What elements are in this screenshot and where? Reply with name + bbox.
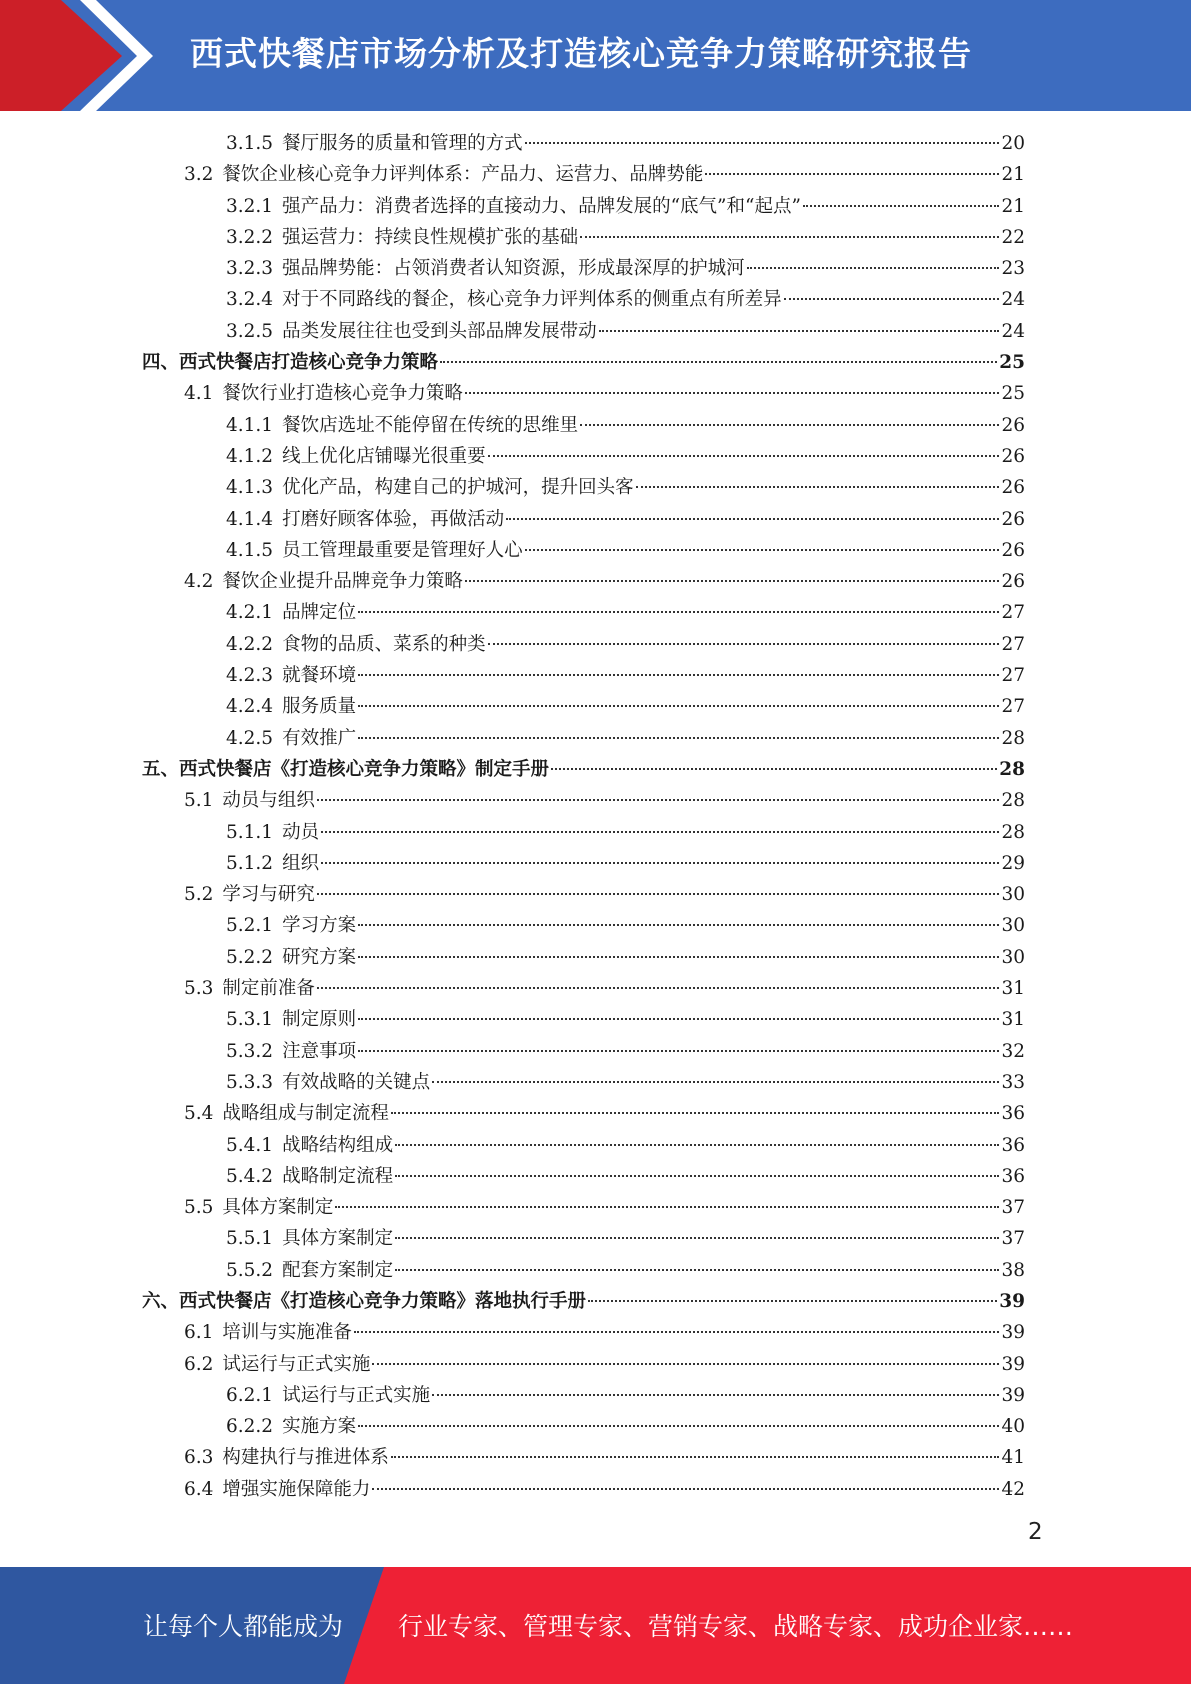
- toc-dot-leader: [525, 549, 1000, 551]
- toc-entry-title: 西式快餐店《打造核心竞争力策略》落地执行手册: [179, 1290, 587, 1312]
- toc-entry-number: 5.3.1: [226, 1009, 274, 1031]
- toc-entry-number: 5.2.2: [226, 946, 274, 968]
- footer-slogan-right: 行业专家、管理专家、营销专家、战略专家、成功企业家……: [398, 1612, 1074, 1641]
- toc-entry[interactable]: [142, 629, 1025, 660]
- toc-entry[interactable]: [142, 159, 1025, 190]
- toc-entry-number: 4.1.3: [226, 477, 274, 499]
- toc-entry-number: 6.3: [184, 1447, 214, 1469]
- toc-entry[interactable]: [142, 284, 1025, 315]
- toc-entry-title: 战略结构组成: [282, 1134, 394, 1156]
- header-band: [0, 0, 1191, 111]
- toc-entry-title: 餐饮企业核心竞争力评判体系：产品力、运营力、品牌势能: [222, 164, 704, 186]
- toc-entry-title: 就餐环境: [282, 665, 357, 687]
- toc-entry-title: 具体方案制定: [282, 1228, 394, 1250]
- toc-entry-page: 41: [1001, 1447, 1025, 1469]
- toc-dot-leader: [705, 173, 999, 175]
- toc-entry[interactable]: [142, 316, 1025, 347]
- toc-entry-title: 动员: [282, 821, 320, 843]
- toc-dot-leader: [372, 1488, 999, 1490]
- toc-entry-number: 4.2: [184, 571, 214, 593]
- toc-entry-number: 5.1.1: [226, 821, 274, 843]
- toc-entry[interactable]: [142, 410, 1025, 441]
- toc-dot-leader: [440, 361, 997, 363]
- toc-entry-page: 24: [1001, 289, 1025, 311]
- toc-entry-page: 27: [1001, 602, 1025, 624]
- toc-entry-title: 学习与研究: [222, 884, 315, 906]
- toc-entry[interactable]: [142, 1192, 1025, 1223]
- toc-dot-leader: [358, 1050, 999, 1052]
- toc-entry-number: 5.1: [184, 790, 214, 812]
- toc-entry-number: 4.1: [184, 383, 214, 405]
- toc-entry-number: 4.2.3: [226, 665, 274, 687]
- toc-entry-title: 组织: [282, 852, 320, 874]
- toc-entry-title: 制定原则: [282, 1009, 357, 1031]
- toc-entry-number: 4.2.4: [226, 696, 274, 718]
- toc-dot-leader: [358, 611, 999, 613]
- toc-dot-leader: [395, 1269, 999, 1271]
- toc-dot-leader: [551, 768, 997, 770]
- toc-dot-leader: [488, 643, 1000, 645]
- toc-dot-leader: [358, 956, 999, 958]
- table-of-contents: [142, 128, 1025, 1505]
- toc-entry-number: 5.2.1: [226, 915, 274, 937]
- toc-entry-page: 40: [1001, 1416, 1025, 1438]
- toc-entry-number: 4.1.4: [226, 508, 274, 530]
- toc-entry[interactable]: [142, 879, 1025, 910]
- toc-entry-page: 21: [1001, 164, 1025, 186]
- toc-entry[interactable]: [142, 191, 1025, 222]
- toc-entry-page: 20: [1001, 133, 1025, 154]
- toc-entry-page: 42: [1001, 1478, 1025, 1500]
- toc-dot-leader: [465, 580, 1000, 582]
- toc-entry-number: 4.1.1: [226, 414, 274, 436]
- footer-band: [0, 1567, 1191, 1684]
- toc-entry-title: 战略制定流程: [282, 1165, 394, 1187]
- toc-entry-title: 动员与组织: [222, 790, 315, 812]
- toc-entry[interactable]: [142, 1442, 1025, 1473]
- toc-entry[interactable]: [142, 1067, 1025, 1098]
- toc-dot-leader: [784, 298, 1000, 300]
- toc-entry-title: 强运营力：持续良性规模扩张的基础: [282, 226, 579, 248]
- toc-entry-page: 26: [1001, 571, 1025, 593]
- toc-entry[interactable]: [142, 1255, 1025, 1286]
- toc-entry-page: 39: [999, 1290, 1025, 1312]
- toc-entry-number: 3.2.2: [226, 226, 274, 248]
- toc-dot-leader: [321, 831, 999, 833]
- toc-entry-page: 31: [1001, 978, 1025, 1000]
- toc-dot-leader: [358, 1425, 999, 1427]
- toc-entry-number: 5.2: [184, 884, 214, 906]
- toc-dot-leader: [358, 674, 999, 676]
- toc-dot-leader: [588, 1300, 997, 1302]
- toc-entry[interactable]: [142, 1286, 1025, 1317]
- toc-entry[interactable]: [142, 1223, 1025, 1254]
- toc-dot-leader: [354, 1331, 1000, 1333]
- toc-entry-title: 优化产品，构建自己的护城河，提升回头客: [282, 477, 634, 499]
- toc-dot-leader: [432, 1394, 999, 1396]
- toc-entry-number: 5.5.1: [226, 1228, 274, 1250]
- toc-entry-page: 24: [1001, 320, 1025, 342]
- toc-entry-title: 试运行与正式实施: [282, 1384, 431, 1406]
- toc-entry[interactable]: [142, 660, 1025, 691]
- toc-dot-leader: [506, 518, 999, 520]
- toc-entry-title: 服务质量: [282, 696, 357, 718]
- toc-entry-title: 强品牌势能：占领消费者认知资源，形成最深厚的护城河: [282, 258, 745, 280]
- toc-dot-leader: [372, 1363, 999, 1365]
- toc-entry-page: 33: [1001, 1071, 1025, 1093]
- toc-entry-number: 6.2.2: [226, 1416, 274, 1438]
- toc-entry[interactable]: [142, 785, 1025, 816]
- toc-entry-title: 线上优化店铺曝光很重要: [282, 445, 486, 467]
- toc-entry-title: 打磨好顾客体验，再做活动: [282, 508, 505, 530]
- toc-entry-number: 3.2.4: [226, 289, 274, 311]
- toc-entry-number: 4.1.2: [226, 445, 274, 467]
- toc-dot-leader: [395, 1237, 999, 1239]
- toc-dot-leader: [335, 1206, 999, 1208]
- toc-entry[interactable]: [142, 1161, 1025, 1192]
- toc-dot-leader: [636, 486, 1000, 488]
- toc-entry-number: 四、: [142, 352, 180, 374]
- toc-entry-page: 37: [1001, 1197, 1025, 1219]
- toc-entry[interactable]: [142, 910, 1025, 941]
- toc-entry-page: 38: [1001, 1259, 1025, 1281]
- toc-entry-number: 五、: [142, 758, 180, 780]
- toc-entry-page: 26: [1001, 414, 1025, 436]
- toc-entry-page: 36: [1001, 1134, 1025, 1156]
- toc-entry-number: 6.1: [184, 1322, 214, 1344]
- toc-entry-page: 37: [1001, 1228, 1025, 1250]
- toc-entry-title: 有效推广: [282, 727, 357, 749]
- toc-entry-title: 战略组成与制定流程: [222, 1103, 389, 1125]
- toc-entry[interactable]: [142, 754, 1025, 785]
- toc-entry-title: 研究方案: [282, 946, 357, 968]
- toc-entry[interactable]: [142, 1349, 1025, 1380]
- toc-entry-page: 39: [1001, 1322, 1025, 1344]
- toc-entry-title: 构建执行与推进体系: [222, 1447, 389, 1469]
- toc-entry[interactable]: [142, 1380, 1025, 1411]
- toc-entry-title: 增强实施保障能力: [222, 1478, 371, 1500]
- toc-entry-page: 36: [1001, 1165, 1025, 1187]
- toc-entry-title: 餐饮行业打造核心竞争力策略: [222, 383, 463, 405]
- toc-entry-number: 4.2.5: [226, 727, 274, 749]
- toc-entry-page: 39: [1001, 1384, 1025, 1406]
- toc-entry-number: 4.1.5: [226, 539, 274, 561]
- toc-entry-page: 25: [1001, 383, 1025, 405]
- toc-entry-number: 6.2.1: [226, 1384, 274, 1406]
- toc-dot-leader: [391, 1112, 1000, 1114]
- toc-entry-number: 5.4: [184, 1103, 214, 1125]
- toc-dot-leader: [525, 142, 1000, 144]
- toc-entry[interactable]: [142, 347, 1025, 378]
- toc-dot-leader: [488, 455, 1000, 457]
- toc-entry-page: 31: [1001, 1009, 1025, 1031]
- toc-entry[interactable]: [142, 1411, 1025, 1442]
- toc-dot-leader: [358, 1018, 999, 1020]
- toc-entry[interactable]: [142, 817, 1025, 848]
- toc-entry-number: 5.3.2: [226, 1040, 274, 1062]
- toc-entry-page: 30: [1001, 884, 1025, 906]
- toc-entry-title: 餐饮店选址不能停留在传统的思维里: [282, 414, 579, 436]
- toc-entry-page: 30: [1001, 946, 1025, 968]
- toc-entry-number: 3.2.1: [226, 195, 274, 217]
- toc-dot-leader: [317, 987, 1000, 989]
- toc-entry[interactable]: [142, 723, 1025, 754]
- toc-entry[interactable]: [142, 1036, 1025, 1067]
- toc-entry[interactable]: [142, 597, 1025, 628]
- toc-entry-page: 30: [1001, 915, 1025, 937]
- toc-entry[interactable]: [142, 1004, 1025, 1035]
- toc-dot-leader: [317, 799, 1000, 801]
- toc-entry-title: 制定前准备: [222, 978, 315, 1000]
- toc-entry-title: 食物的品质、菜系的种类: [282, 633, 486, 655]
- toc-entry[interactable]: [142, 973, 1025, 1004]
- toc-entry-page: 22: [1001, 226, 1025, 248]
- toc-dot-leader: [432, 1081, 999, 1083]
- toc-entry-number: 6.2: [184, 1353, 214, 1375]
- toc-entry-title: 西式快餐店《打造核心竞争力策略》制定手册: [179, 758, 550, 780]
- toc-entry-page: 26: [1001, 477, 1025, 499]
- toc-entry[interactable]: [142, 535, 1025, 566]
- toc-entry-title: 具体方案制定: [222, 1197, 334, 1219]
- toc-dot-leader: [358, 705, 999, 707]
- toc-entry-number: 3.2.3: [226, 258, 274, 280]
- toc-entry-page: 28: [1001, 790, 1025, 812]
- toc-entry-number: 5.5: [184, 1197, 214, 1219]
- toc-entry-title: 强产品力：消费者选择的直接动力、品牌发展的“底气”和“起点”: [282, 195, 801, 217]
- toc-entry-page: 32: [1001, 1040, 1025, 1062]
- toc-entry-page: 29: [1001, 852, 1025, 874]
- toc-entry-number: 4.2.1: [226, 602, 274, 624]
- toc-dot-leader: [465, 392, 1000, 394]
- toc-entry-title: 品类发展往往也受到头部品牌发展带动: [282, 320, 597, 342]
- toc-entry[interactable]: [142, 1474, 1025, 1505]
- toc-entry-number: 5.3.3: [226, 1071, 274, 1093]
- toc-dot-leader: [580, 236, 999, 238]
- toc-dot-leader: [317, 893, 1000, 895]
- report-title: 西式快餐店市场分析及打造核心竞争力策略研究报告: [190, 34, 972, 73]
- toc-entry[interactable]: [142, 253, 1025, 284]
- toc-entry[interactable]: [142, 441, 1025, 472]
- toc-entry-page: 28: [1001, 821, 1025, 843]
- toc-dot-leader: [395, 1175, 999, 1177]
- toc-entry-page: 25: [999, 352, 1025, 374]
- toc-entry-number: 4.2.2: [226, 633, 274, 655]
- toc-entry-number: 5.4.1: [226, 1134, 274, 1156]
- toc-dot-leader: [391, 1456, 1000, 1458]
- toc-entry-title: 有效战略的关键点: [282, 1071, 431, 1093]
- toc-entry-page: 39: [1001, 1353, 1025, 1375]
- toc-entry[interactable]: [142, 128, 1025, 159]
- toc-entry-page: 26: [1001, 539, 1025, 561]
- toc-entry-title: 西式快餐店打造核心竞争力策略: [179, 352, 439, 374]
- toc-dot-leader: [747, 267, 1000, 269]
- toc-entry[interactable]: [142, 1317, 1025, 1348]
- page-number: 2: [1028, 1519, 1043, 1545]
- toc-entry[interactable]: [142, 472, 1025, 503]
- toc-entry-number: 5.4.2: [226, 1165, 274, 1187]
- toc-dot-leader: [321, 862, 999, 864]
- toc-entry-title: 餐厅服务的质量和管理的方式: [282, 133, 523, 154]
- toc-entry-number: 六、: [142, 1290, 180, 1312]
- toc-entry-title: 餐饮企业提升品牌竞争力策略: [222, 571, 463, 593]
- toc-entry[interactable]: [142, 566, 1025, 597]
- toc-entry[interactable]: [142, 691, 1025, 722]
- toc-entry-number: 3.2.5: [226, 320, 274, 342]
- toc-entry-title: 实施方案: [282, 1416, 357, 1438]
- toc-entry-page: 21: [1001, 195, 1025, 217]
- toc-entry-number: 5.5.2: [226, 1259, 274, 1281]
- toc-dot-leader: [395, 1144, 999, 1146]
- toc-entry-page: 28: [999, 758, 1025, 780]
- toc-dot-leader: [580, 424, 999, 426]
- toc-entry[interactable]: [142, 1098, 1025, 1129]
- toc-entry-page: 27: [1001, 665, 1025, 687]
- toc-entry-page: 26: [1001, 445, 1025, 467]
- toc-entry-number: 6.4: [184, 1478, 214, 1500]
- toc-entry-page: 27: [1001, 633, 1025, 655]
- toc-entry-number: 5.3: [184, 978, 214, 1000]
- toc-dot-leader: [803, 205, 1000, 207]
- toc-entry-title: 培训与实施准备: [222, 1322, 352, 1344]
- toc-entry[interactable]: [142, 222, 1025, 253]
- toc-dot-leader: [599, 330, 1000, 332]
- toc-dot-leader: [358, 737, 999, 739]
- footer-slogan-left: 让每个人都能成为: [143, 1612, 344, 1641]
- toc-entry[interactable]: [142, 848, 1025, 879]
- toc-entry-title: 配套方案制定: [282, 1259, 394, 1281]
- toc-entry-page: 23: [1001, 258, 1025, 280]
- toc-entry-page: 36: [1001, 1103, 1025, 1125]
- toc-entry-title: 品牌定位: [282, 602, 357, 624]
- toc-entry-page: 26: [1001, 508, 1025, 530]
- toc-entry-page: 28: [1001, 727, 1025, 749]
- toc-entry-number: 3.2: [184, 164, 214, 186]
- toc-entry-title: 注意事项: [282, 1040, 357, 1062]
- toc-entry[interactable]: [142, 378, 1025, 409]
- toc-entry-title: 对于不同路线的餐企，核心竞争力评判体系的侧重点有所差异: [282, 289, 782, 311]
- toc-entry[interactable]: [142, 1130, 1025, 1161]
- toc-entry-title: 试运行与正式实施: [222, 1353, 371, 1375]
- toc-dot-leader: [358, 924, 999, 926]
- toc-entry[interactable]: [142, 942, 1025, 973]
- toc-entry-page: 27: [1001, 696, 1025, 718]
- toc-entry-title: 学习方案: [282, 915, 357, 937]
- toc-entry-number: 3.1.5: [226, 133, 274, 154]
- toc-entry-number: 5.1.2: [226, 852, 274, 874]
- toc-entry[interactable]: [142, 504, 1025, 535]
- toc-entry-title: 员工管理最重要是管理好人心: [282, 539, 523, 561]
